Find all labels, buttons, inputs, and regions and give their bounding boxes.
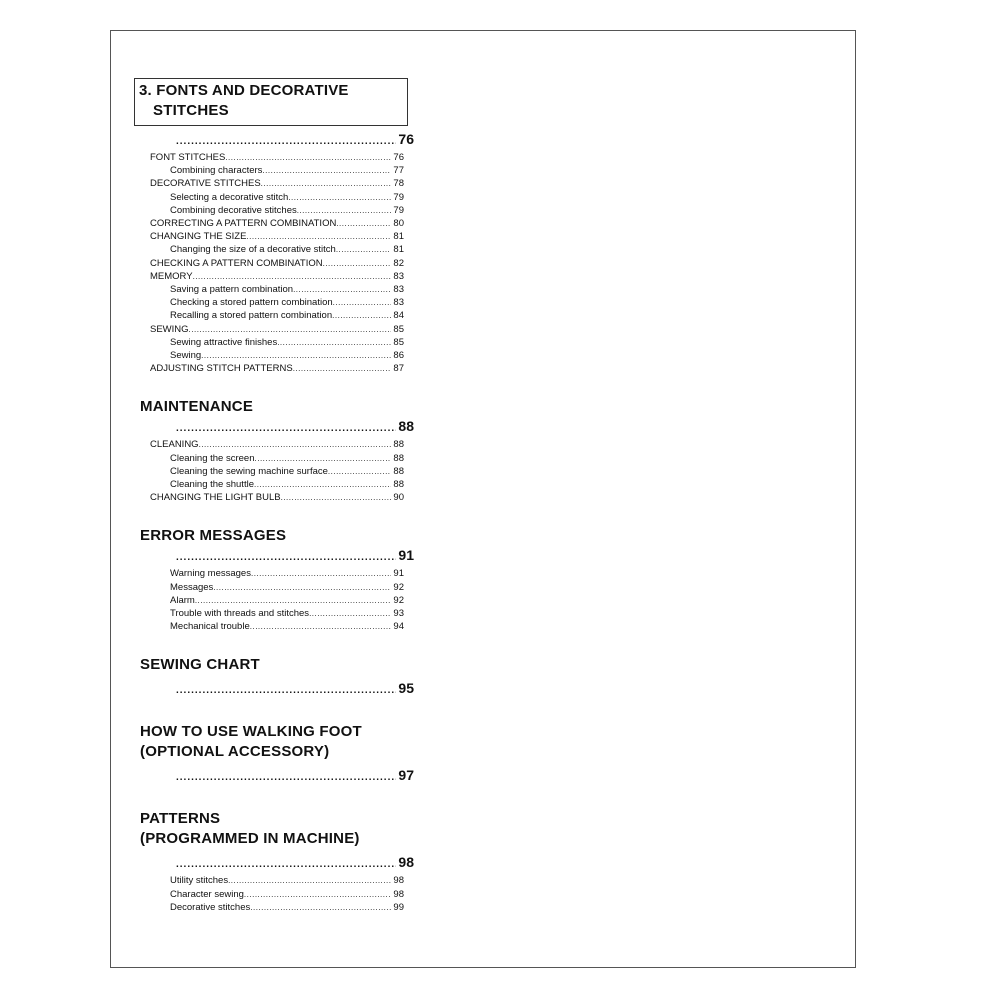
section-subtitle: (PROGRAMMED IN MACHINE) (140, 830, 360, 848)
section-page-line (176, 417, 414, 438)
section-subtitle: (OPTIONAL ACCESSORY) (140, 743, 330, 761)
dot-leader (277, 336, 391, 349)
toc-entry[interactable] (140, 901, 404, 914)
entry-label: Checking a stored pattern combination (170, 297, 333, 309)
entry-label: CHANGING THE LIGHT BULB (150, 492, 281, 504)
entry-page: 90 (393, 492, 404, 504)
entry-page: 79 (393, 204, 404, 216)
section-page-line (176, 679, 414, 700)
entry-label: Saving a pattern combination (170, 284, 294, 296)
toc-section (140, 809, 420, 914)
toc-entry[interactable] (140, 874, 404, 887)
section-page-number: 95 (398, 680, 414, 697)
toc-entry[interactable] (140, 309, 404, 322)
entry-label: CLEANING (150, 439, 199, 451)
dot-leader (246, 230, 391, 243)
dot-leader (176, 133, 396, 151)
toc-section (140, 526, 420, 633)
entry-page: 85 (393, 336, 404, 348)
dot-leader (293, 283, 391, 296)
section-title[interactable]: ERROR MESSAGES (140, 527, 287, 545)
entry-page: 86 (393, 350, 404, 362)
entry-label: Cleaning the sewing machine surface (170, 465, 328, 477)
toc-entry[interactable] (140, 567, 404, 580)
entry-page: 81 (393, 231, 404, 243)
dot-leader (201, 349, 391, 362)
dot-leader (297, 204, 392, 217)
dot-leader (261, 177, 392, 190)
section-page-number: 88 (398, 418, 414, 435)
toc-entry[interactable] (140, 283, 404, 296)
section-page-number: 98 (398, 854, 414, 871)
dot-leader (323, 257, 392, 270)
dot-leader (250, 901, 391, 914)
dot-leader (336, 243, 392, 256)
toc-entry[interactable] (140, 217, 404, 230)
dot-leader (281, 491, 392, 504)
entry-label: Sewing (170, 350, 202, 362)
entry-label: Cleaning the screen (170, 452, 255, 464)
section-title[interactable]: PATTERNS (140, 810, 221, 828)
toc-entry[interactable] (140, 362, 404, 375)
entry-page: 83 (393, 297, 404, 309)
toc-entry[interactable] (140, 349, 404, 362)
entry-label: FONT STITCHES (150, 152, 226, 163)
toc-section (140, 397, 420, 504)
dot-leader (225, 151, 391, 164)
entry-label: ADJUSTING STITCH PATTERNS (150, 363, 293, 375)
entry-label: Messages (170, 581, 214, 593)
toc-entry[interactable] (140, 191, 404, 204)
entry-page: 84 (393, 310, 404, 322)
entry-label: Combining decorative stitches (170, 204, 297, 216)
entry-label: DECORATIVE STITCHES (150, 178, 261, 190)
section-title-line2: STITCHES (153, 102, 229, 119)
dot-leader (254, 478, 391, 491)
toc-entry[interactable] (140, 296, 404, 309)
dot-leader (333, 296, 392, 309)
toc-entry[interactable] (140, 336, 404, 349)
dot-leader (176, 769, 396, 787)
section-title[interactable]: HOW TO USE WALKING FOOT (140, 723, 362, 741)
dot-leader (176, 682, 396, 700)
toc-entry[interactable] (140, 230, 404, 243)
entry-page: 80 (393, 218, 404, 230)
entry-page: 92 (393, 581, 404, 593)
entry-page: 87 (393, 363, 404, 375)
toc-entry[interactable] (140, 164, 404, 177)
toc-entry[interactable] (140, 452, 404, 465)
entry-page: 78 (393, 178, 404, 190)
entry-label: Combining characters (170, 165, 263, 177)
entry-page: 88 (393, 479, 404, 491)
section-page-line (176, 130, 414, 151)
entry-page: 83 (393, 284, 404, 296)
entry-label: Alarm (170, 594, 195, 606)
toc-section (140, 655, 420, 700)
table-of-contents (140, 78, 420, 914)
dot-leader (176, 420, 396, 438)
dot-leader (251, 567, 391, 580)
dot-leader (336, 217, 391, 230)
entry-label: Warning messages (170, 568, 251, 580)
section-page-line (176, 546, 414, 567)
entry-label: CORRECTING A PATTERN COMBINATION (150, 218, 337, 230)
toc-section (140, 78, 420, 375)
toc-section (140, 722, 420, 787)
dot-leader (195, 594, 392, 607)
entry-page: 88 (393, 439, 404, 451)
dot-leader (176, 856, 396, 874)
dot-leader (244, 888, 392, 901)
section-page-number: 91 (398, 547, 414, 564)
toc-entry[interactable] (140, 204, 404, 217)
toc-entries (140, 151, 420, 375)
entry-label: Character sewing (170, 888, 244, 900)
dot-leader (199, 438, 392, 451)
entry-page: 88 (393, 452, 404, 464)
dot-leader (213, 581, 391, 594)
entry-page: 81 (393, 244, 404, 256)
dot-leader (193, 270, 392, 283)
entry-label: Mechanical trouble (170, 621, 250, 633)
dot-leader (328, 465, 392, 478)
entry-page: 92 (393, 594, 404, 606)
toc-entry[interactable] (140, 438, 404, 451)
entry-label: MEMORY (150, 270, 193, 282)
dot-leader (262, 164, 391, 177)
entry-label: Changing the size of a decorative stitch (170, 244, 336, 256)
entry-label: Decorative stitches (170, 901, 251, 913)
toc-entry[interactable] (140, 491, 404, 504)
entry-page: 77 (393, 165, 404, 177)
entry-page: 83 (393, 270, 404, 282)
dot-leader (189, 323, 392, 336)
toc-entry[interactable] (140, 151, 404, 164)
entry-page: 94 (393, 621, 404, 633)
entry-label: Selecting a decorative stitch (170, 191, 289, 203)
dot-leader (288, 191, 391, 204)
entry-page: 85 (393, 323, 404, 335)
section-title[interactable]: SEWING CHART (140, 656, 260, 674)
section-title[interactable]: MAINTENANCE (140, 398, 254, 416)
toc-entry[interactable] (140, 607, 404, 620)
entry-page: 99 (393, 901, 404, 913)
section-title-line1: 3. FONTS AND DECORATIVE (139, 82, 349, 99)
toc-entry[interactable] (140, 594, 404, 607)
dot-leader (250, 620, 392, 633)
entry-label: Trouble with threads and stitches (170, 608, 310, 620)
dot-leader (228, 874, 391, 887)
dot-leader (309, 607, 391, 620)
entry-page: 98 (393, 888, 404, 900)
entry-label: Cleaning the shuttle (170, 479, 254, 491)
toc-entry[interactable] (140, 243, 404, 256)
dot-leader (332, 309, 391, 322)
dot-leader (176, 549, 396, 567)
dot-leader (293, 362, 392, 375)
entry-page: 79 (393, 191, 404, 203)
section-heading-box[interactable] (134, 78, 408, 126)
entry-label: Utility stitches (170, 875, 229, 887)
entry-page: 76 (393, 152, 404, 163)
section-page-line (176, 766, 414, 787)
toc-entry[interactable] (140, 478, 404, 491)
entry-label: CHECKING A PATTERN COMBINATION (150, 257, 323, 269)
toc-entry[interactable] (140, 177, 404, 190)
entry-label: Sewing attractive finishes (170, 336, 278, 348)
entry-page: 93 (393, 608, 404, 620)
toc-entry[interactable] (140, 581, 404, 594)
toc-entry[interactable] (140, 465, 404, 478)
entry-label: CHANGING THE SIZE (150, 231, 247, 243)
section-page-line (176, 853, 414, 874)
entry-page: 98 (393, 875, 404, 887)
section-page-number: 76 (398, 131, 414, 147)
toc-entry[interactable] (140, 620, 404, 633)
toc-entry[interactable] (140, 323, 404, 336)
entry-page: 91 (393, 568, 404, 580)
toc-entry[interactable] (140, 270, 404, 283)
section-page-number: 97 (398, 767, 414, 784)
entry-label: SEWING (150, 323, 189, 335)
entry-page: 88 (393, 465, 404, 477)
entry-label: Recalling a stored pattern combination (170, 310, 333, 322)
entry-page: 82 (393, 257, 404, 269)
toc-entry[interactable] (140, 888, 404, 901)
dot-leader (255, 452, 392, 465)
toc-entry[interactable] (140, 257, 404, 270)
